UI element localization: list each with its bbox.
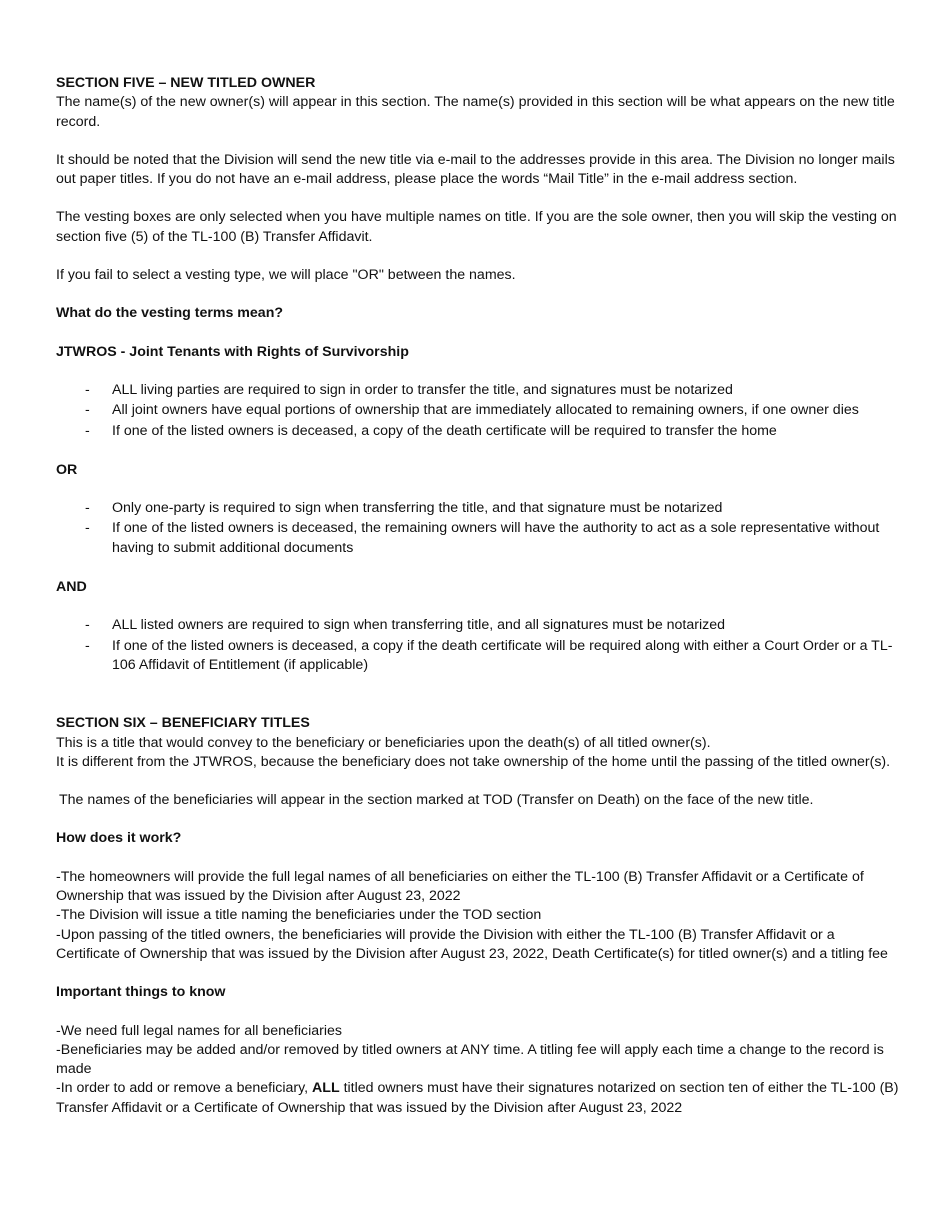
and-heading: AND [56,579,87,596]
dash-bullet: - [85,500,90,517]
list-item-text: If one of the listed owners is deceased, a copy of the death certificate will be required to transfer the home [112,422,777,439]
section-five-para-vesting-boxes: The vesting boxes are only selected when you have multiple names on title. If you are the sole owner, then you will skip the vesting on section five (5) of the TL-100 (B) Transfer Affidavit. [56,209,897,245]
section-five-para-fail-vesting: If you fail to select a vesting type, we will place "OR" between the names. [56,267,516,284]
list-item [56,381,902,400]
list-item-text: If one of the listed owners is deceased, a copy if the death certificate will be required along with either a Court Order or a TL-106 Affidavit of Entitlement (if applicable) [112,637,893,673]
section-six-tod-line: The names of the beneficiaries will appear in the section marked at TOD (Transfer on Death) on the face of the new title. [59,792,814,809]
document-page [56,74,902,1118]
or-heading: OR [56,461,78,478]
important-item-text-before: -In order to add or remove a beneficiary, [56,1080,313,1097]
list-item [56,616,902,635]
and-list [56,616,902,675]
vesting-question: What do the vesting terms mean? [56,305,284,322]
how-item: -Upon passing of the titled owners, the beneficiaries will provide the Division with either the TL-100 (B) Transfer Affidavit or a Certificate of Ownership that was issued by the Division after August 23, 2022, Death Certificate(s) for titled owner(s) and a titling fee [56,926,888,962]
important-heading: Important things to know [56,984,226,1001]
section-six-line-jtwros-diff: It is different from the JTWROS, because the beneficiary does not take ownership of the home until the passing of the titled owner(s). [56,753,891,770]
how-item: -The homeowners will provide the full legal names of all beneficiaries on either the TL-100 (B) Transfer Affidavit or a Certificate of Ownership that was issued by the Division after August 23, 2022 [56,868,864,905]
or-list [56,499,902,558]
how-item: -The Division will issue a title naming the beneficiaries under the TOD section [56,907,542,924]
list-item [56,519,902,558]
list-item-text: Only one-party is required to sign when transferring the title, and that signature must be notarized [112,500,723,517]
section-six-line-convey: This is a title that would convey to the beneficiary or beneficiaries upon the death(s) of all titled owner(s). [56,734,711,751]
list-item [56,401,902,420]
dash-bullet: - [85,422,90,439]
dash-bullet: - [85,637,90,654]
jtwros-heading: JTWROS - Joint Tenants with Rights of Survivorship [56,343,409,360]
important-item: -We need full legal names for all beneficiaries [56,1022,343,1039]
list-item-text: All joint owners have equal portions of ownership that are immediately allocated to remaining owners, if one owner dies [112,402,859,419]
section-five-para-email: It should be noted that the Division will send the new title via e-mail to the addresses provide in this area. The Division no longer mails out paper titles. If you do not have an e-mail address, please place the words “Mail Title” in the e-mail address section. [56,151,895,188]
section-five-para-owner-names: The name(s) of the new owner(s) will appear in this section. The name(s) provided in this section will be what appears on the new title record. [56,94,895,130]
section-five-heading: SECTION FIVE – NEW TITLED OWNER [56,75,316,91]
dash-bullet: - [85,520,90,537]
section-six-heading: SECTION SIX – BENEFICIARY TITLES [56,715,310,732]
list-item-text: ALL listed owners are required to sign when transferring title, and all signatures must be notarized [112,617,726,634]
dash-bullet: - [85,617,90,634]
list-item-text: ALL living parties are required to sign in order to transfer the title, and signatures must be notarized [112,381,733,398]
how-heading: How does it work? [56,830,182,847]
list-item [56,637,902,676]
list-item [56,422,902,441]
important-item-emphasis: ALL [312,1080,340,1097]
list-item [56,499,902,518]
dash-bullet: - [85,381,90,398]
dash-bullet: - [85,402,90,419]
important-item-text-after: titled owners must have their signatures notarized on section ten of either the TL-100 (B) Transfer Affidavit or a Certificate of Ownership that was issued by the Division after August 23, 2022 [56,1080,899,1116]
list-item-text: If one of the listed owners is deceased, the remaining owners will have the authority to act as a sole representative without having to submit additional documents [112,520,880,556]
important-item: -Beneficiaries may be added and/or removed by titled owners at ANY time. A titling fee will apply each time a change to the record is made [56,1041,884,1078]
jtwros-list [56,381,902,441]
important-item-add-remove [56,1079,902,1118]
